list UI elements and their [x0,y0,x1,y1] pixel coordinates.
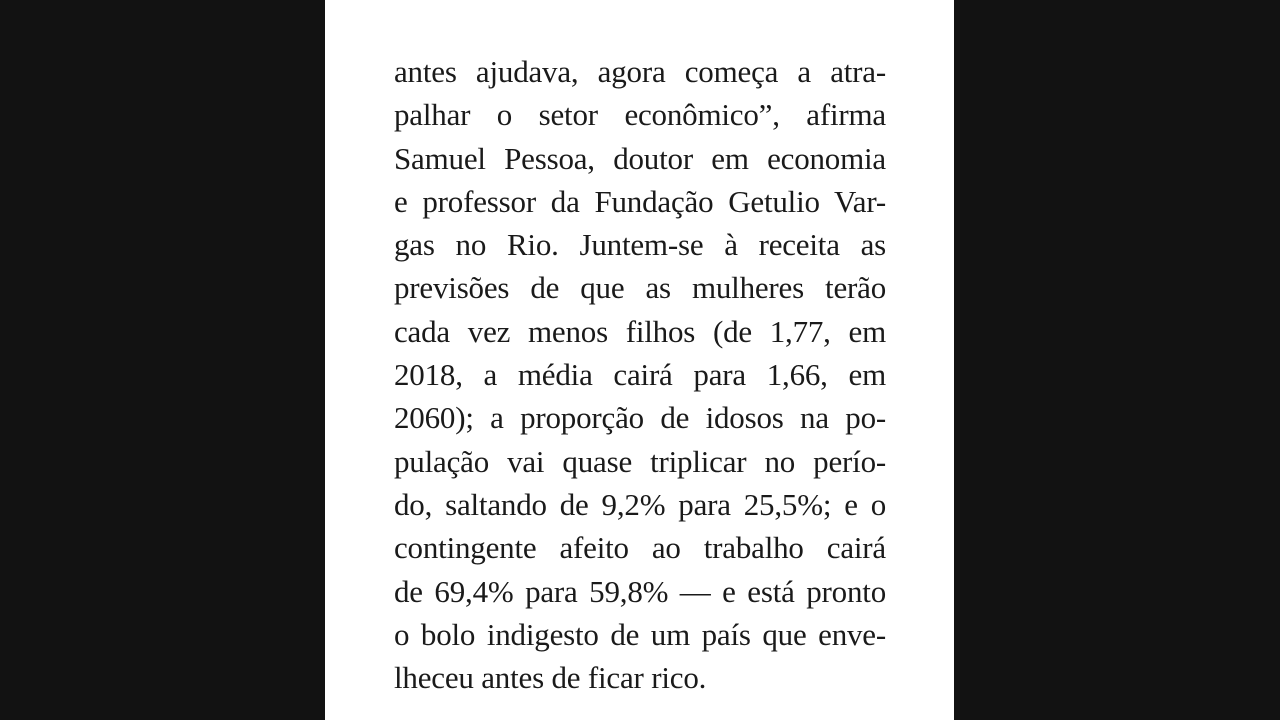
text-line: 2018, a média cairá para 1,66, em [394,357,886,393]
text-line: o bolo indigesto de um país que enve- [394,616,886,652]
text-line: contingente afeito ao trabalho cairá [394,530,886,566]
text-line: palhar o setor econômico”, afirma [394,97,886,133]
text-line: 2060); a proporção de idosos na po- [394,400,886,436]
text-line: pulação vai quase triplicar no perío- [394,443,886,479]
text-line: e professor da Fundação Getulio Var- [394,183,886,219]
text-line: gas no Rio. Juntem-se à receita as [394,227,886,263]
article-paragraph [394,50,886,699]
document-page [325,0,954,720]
text-line: cada vez menos filhos (de 1,77, em [394,313,886,349]
text-line: antes ajudava, agora começa a atra- [394,54,886,89]
text-line: previsões de que as mulheres terão [394,270,886,306]
text-line: lheceu antes de ficar rico. [394,660,707,696]
text-line: Samuel Pessoa, doutor em economia [394,140,886,176]
text-line: do, saltando de 9,2% para 25,5%; e o [394,486,886,522]
text-line: de 69,4% para 59,8% — e está pronto [394,573,886,609]
